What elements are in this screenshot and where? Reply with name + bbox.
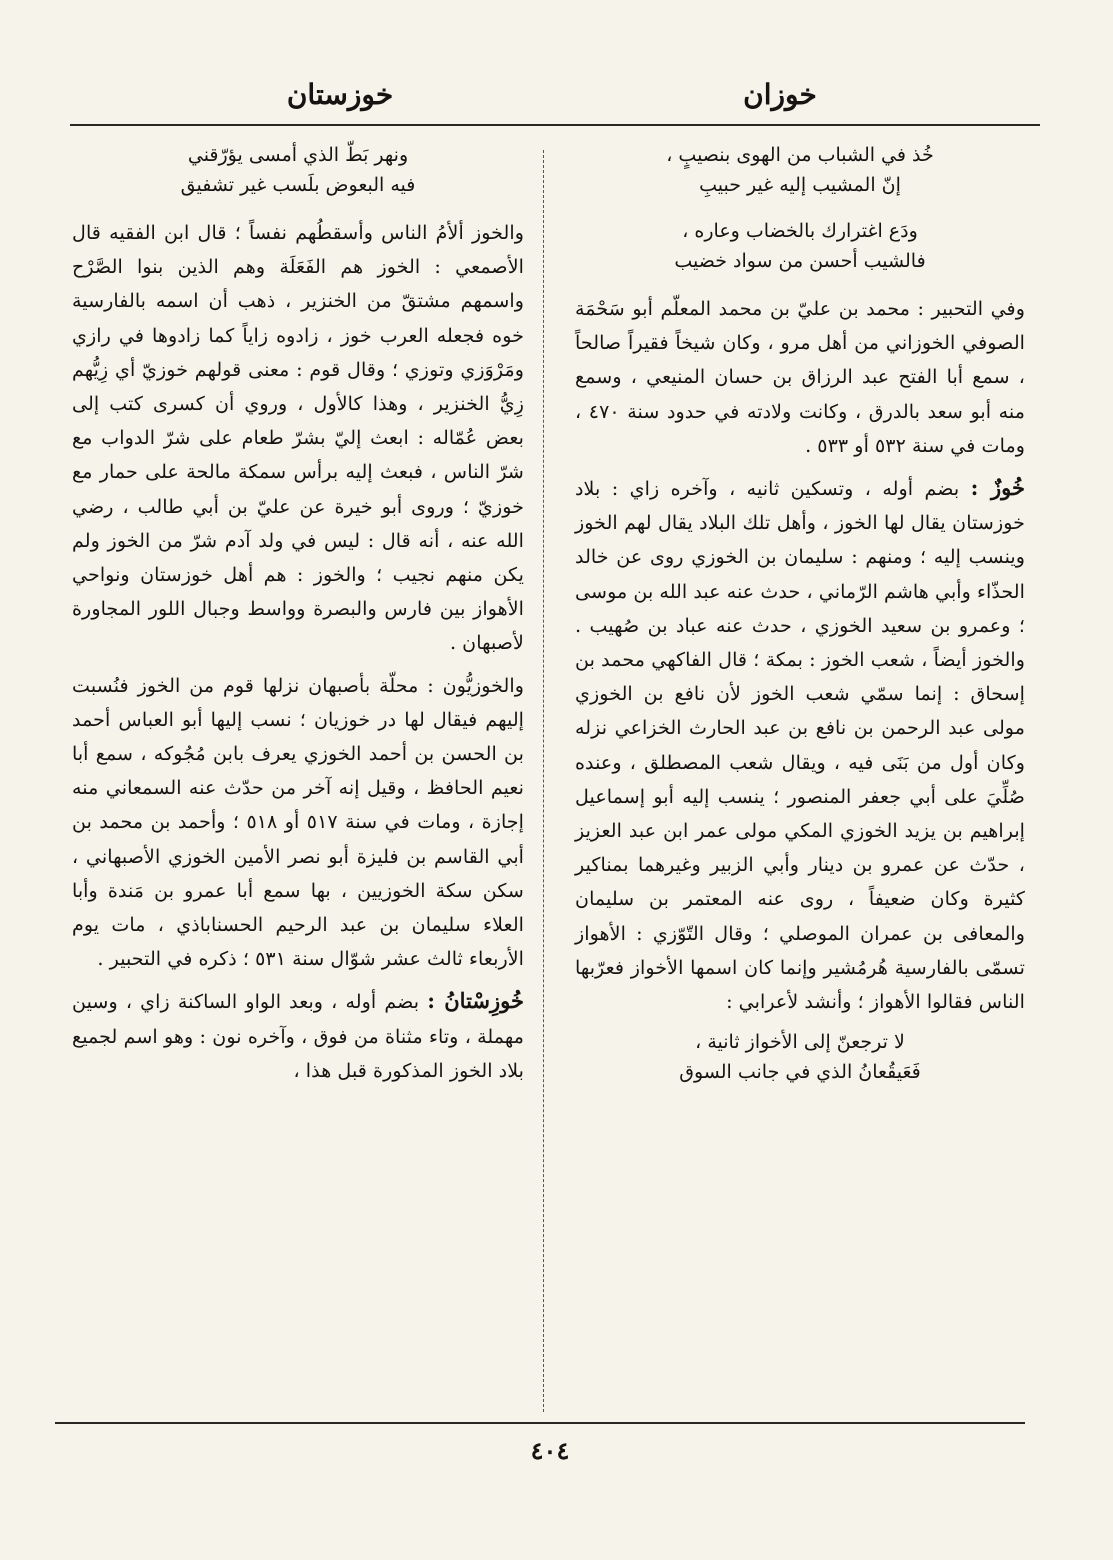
verse-line: خُذ في الشباب من الهوى بنصيبٍ ، bbox=[666, 144, 934, 166]
verse-line: ودَع اغترارك بالخضاب وعاره ، bbox=[682, 220, 918, 242]
verse-line: لا ترجعنّ إلى الأخواز ثانية ، bbox=[695, 1031, 905, 1054]
verse-line: فيه البعوض بلَسب غير تشفيق bbox=[180, 174, 416, 196]
verse-block bbox=[575, 216, 1025, 276]
footer-rule bbox=[55, 1422, 1025, 1424]
left-column bbox=[72, 140, 524, 1088]
paragraph: وفي التحبير : محمد بن عليّ بن محمد المعلّم أبو سَحْمَة الصوفي الخوزاني من أهل مرو ، وكان شيخاً فقيراً صالحاً ، سمع أبا الفتح عبد الرزاق بن حسان المنيعي ، وسمع منه أبو سعد بالدرق ، وكانت ولادته في حدود سنة ٤٧٠ ، ومات في سنة ٥٣٢ أو ٥٣٣ . bbox=[575, 297, 1026, 457]
column-divider bbox=[543, 150, 544, 1412]
paragraph: والخوزيُّون : محلّة بأصبهان نزلها قوم من الخوز فنُسبت إليهم فيقال لها در خوزيان ؛ نسب إليها أبو العباس أحمد بن الحسن بن أحمد الخوزي يعرف بابن مُجُوكه ، سمع أبا نعيم الحافظ ، وقيل إنه آخر من حدّث عنه السمعاني منه إجازة ، ومات في سنة ٥١٧ أو ٥١٨ ؛ وأحمد بن محمد بن أبي القاسم بن فليزة أبو نصر الأمين الخوزي الأصبهاني ، سكن سكة الخوزيين ، بها سمع أبا عمرو بن مَندة وأبا العلاء سليمان بن عبد الرحيم الحسناباذي ، مات يوم الأربعاء ثالث عشر شوّال سنة ٥٣١ ؛ ذكره في التحبير . bbox=[72, 673, 525, 971]
right-column bbox=[575, 140, 1025, 1087]
verse-line: فالشيب أحسن من سواد خضيب bbox=[674, 250, 926, 272]
header-rule bbox=[70, 124, 1040, 126]
entry-paragraph bbox=[575, 471, 1025, 1019]
entry-text: بضم أوله ، وتسكين ثانيه ، وآخره زاي : بلاد خوزستان يقال لها الخوز ، وأهل تلك البلاد يقال لهم الخوز وينسب إليه ؛ ومنهم : سليمان بن الخوزي روى عن خالد الحذّاء وأبي هاشم الرّماني ، حدث عنه عبد الله بن موسى ؛ وعمرو بن سعيد الخوزي ، حدث عنه عباد بن صُهيب . والخوز أيضاً ، شعب الخوز : بمكة ؛ قال الفاكهي محمد بن إسحاق : إنما سمّي شعب الخوز لأن نافع بن الخوزي مولى عبد الرحمن بن نافع بن عبد الحارث الخزاعي نزله وكان أول من بَنَى فيه ، ويقال شعب المصطلق ، وعنده صُلِّيَ على أبي جعفر المنصور ؛ ينسب إليه أبو إسماعيل إبراهيم بن يزيد الخوزي المكي مولى عمر ابن عبد العزيز ، حدّث عن عمرو بن دينار وأبي الزبير وغيرهما بمناكير كثيرة وكان ضعيفاً ، روى عنه المعتمر بن سليمان والمعافى بن عمران الموصلي ؛ وقال التّوّزي : الأهواز تسمّى بالفارسية هُرمُشير وإنما كان اسمها الأخواز فعرّبها الناس فقالوا الأهواز ؛ وأنشد لأعرابي : bbox=[575, 477, 1025, 1014]
running-header-left: خوزستان bbox=[286, 78, 394, 111]
verse-block bbox=[575, 140, 1025, 200]
verse-line: ونهر بَطّ الذي أمسى يؤرّقني bbox=[187, 144, 409, 166]
verse-line: إنّ المشيب إليه غير حبيبِ bbox=[699, 174, 901, 196]
entry-headword: خُوزٌ : bbox=[970, 475, 1025, 501]
entry-text: بضم أوله ، وبعد الواو الساكنة زاي ، وسين مهملة ، وتاء مثناة من فوق ، وآخره نون : وهو اسم لجميع بلاد الخوز المذكورة قبل هذا ، bbox=[72, 990, 524, 1082]
paragraph: والخوز ألأمُ الناس وأسقطُهم نفساً ؛ قال ابن الفقيه قال الأصمعي : الخوز هم الفَعَلَة وهم الذين بنوا الصَّرْح واسمهم مشتقّ من الخنزير ، ذهب أن اسمه بالفارسية خوه فجعله العرب خوز ، زادوه زاياً كما زادوها في رازي ومَرْوَزي وتوزي ؛ وقال قوم : معنى قولهم خوزيّ أي زِيُّهم زِيُّ الخنزير ، وهذا كالأول ، وروي أن كسرى كتب إلى بعض عُمّاله : ابعث إليّ بشرّ طعام على شرّ الدواب مع شرّ الناس ، فبعث إليه برأس سمكة مالحة على حمار مع خوزيّ ؛ وروى أبو خيرة عن عليّ بن أبي طالب ، رضي الله عنه ، أنه قال : ليس في ولد آدم شرّ من الخوز ولم يكن منهم نجيب ؛ والخوز : هم أهل خوزستان ونواحي الأهواز بين فارس والبصرة وواسط وجبال اللور المجاورة لأصبهان . bbox=[72, 221, 524, 655]
entry-headword: خُوزِسْتانُ : bbox=[427, 988, 524, 1014]
page-number: ٤٠٤ bbox=[530, 1436, 570, 1465]
running-header-right: خوزان bbox=[743, 78, 817, 111]
verse-block bbox=[72, 140, 524, 200]
verse-line: فَعَيقُعانُ الذي في جانب السوق bbox=[679, 1061, 921, 1084]
verse-block bbox=[575, 1027, 1025, 1087]
entry-paragraph bbox=[72, 984, 524, 1088]
